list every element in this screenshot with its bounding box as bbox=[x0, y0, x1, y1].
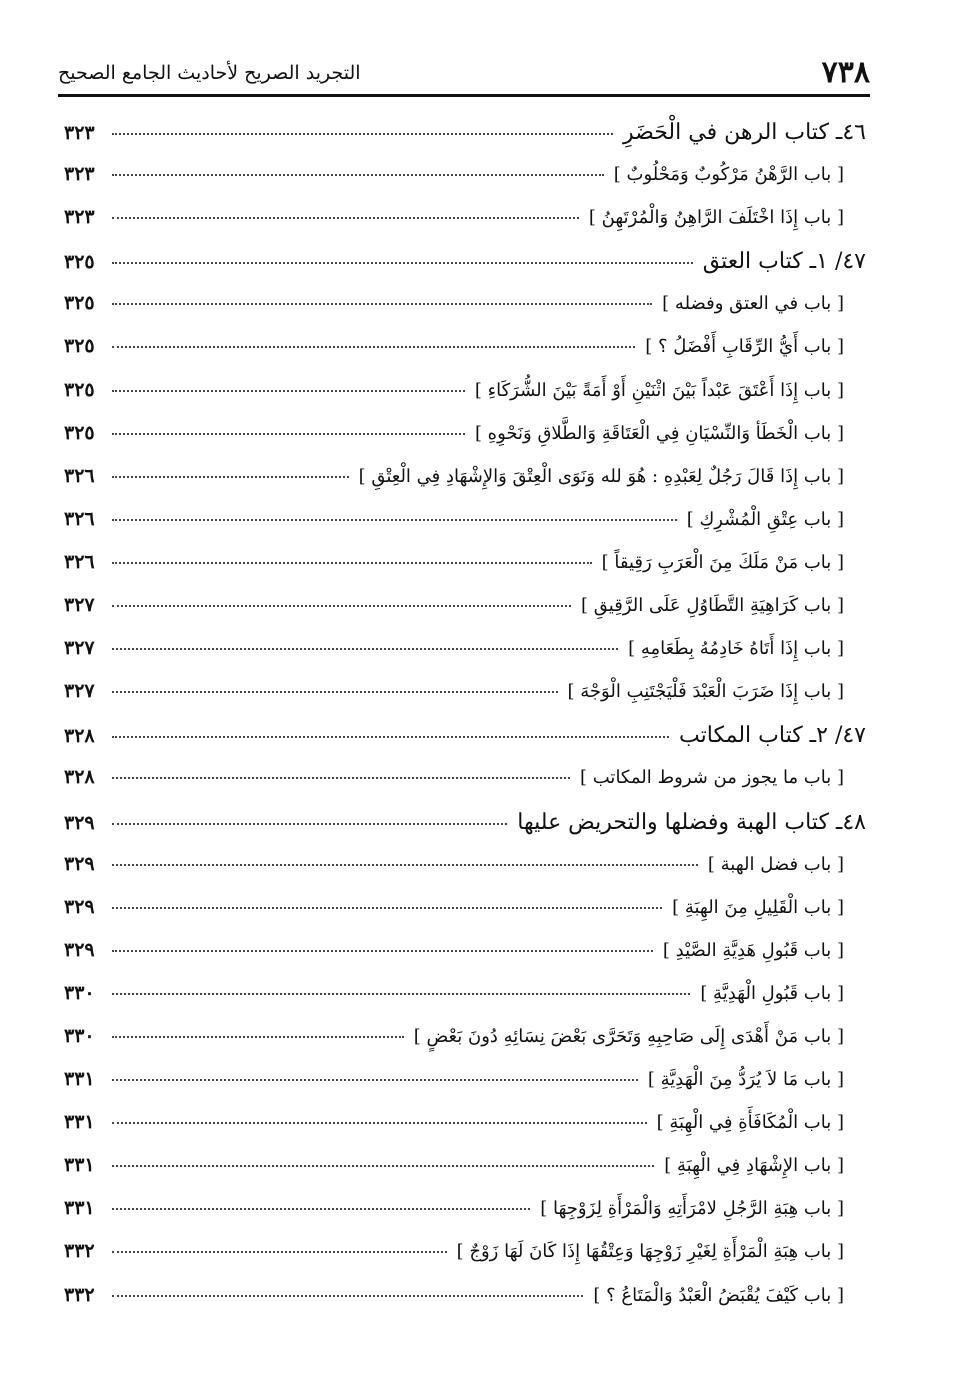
chapter-title: [ باب مَا لاَ يُرَدُّ مِنَ الْهَدِيَّةِ ] bbox=[647, 1069, 844, 1091]
page-reference: ٣٣٢ bbox=[64, 1240, 95, 1263]
page-reference: ٣٢٣ bbox=[64, 122, 95, 144]
page-reference: ٣٢٧ bbox=[64, 680, 95, 703]
chapter-title: [ باب الرَّهْنُ مَرْكُوبٌ وَمَحْلُوبٌ ] bbox=[613, 164, 844, 186]
page-reference: ٣٢٥ bbox=[64, 292, 95, 315]
chapter-title: [ باب عِتْقِ الْمُشْرِكِ ] bbox=[686, 508, 844, 530]
toc-book-entry bbox=[64, 810, 866, 853]
page-reference: ٣٣٠ bbox=[64, 1024, 95, 1047]
toc-chapter-entry bbox=[64, 335, 866, 378]
page-reference: ٣٢٦ bbox=[64, 550, 95, 573]
toc-chapter-entry bbox=[64, 422, 866, 465]
chapter-title: [ باب قَبُولِ الْهَدِيَّةِ ] bbox=[700, 982, 844, 1004]
page-reference: ٣٢٣ bbox=[64, 206, 95, 229]
toc-book-entry bbox=[64, 120, 866, 163]
page-reference: ٣٢٩ bbox=[64, 938, 95, 961]
toc-chapter-entry bbox=[64, 292, 866, 335]
toc-chapter-entry bbox=[64, 1025, 866, 1068]
toc-chapter-entry bbox=[64, 982, 866, 1025]
toc-chapter-entry bbox=[64, 766, 866, 809]
chapter-title: [ باب ما يجوز من شروط المكاتب ] bbox=[580, 767, 844, 789]
book-title: ٤٧/ ٢ـ كتاب المكاتب bbox=[679, 723, 866, 749]
table-of-contents bbox=[64, 120, 866, 1327]
page-reference: ٣٢٥ bbox=[64, 251, 95, 274]
page-number: ٧٣٨ bbox=[821, 55, 870, 90]
toc-book-entry bbox=[64, 723, 866, 766]
book-title: ٤٨ـ كتاب الهبة وفضلها والتحريض عليها bbox=[517, 809, 866, 835]
chapter-title: [ باب إِذَا قَالَ رَجُلٌ لِعَبْدِهِ : هُوَ لله وَنَوَى الْعِتْقَ وَالإِشْهَادِ فِي الْعِتْقِ ] bbox=[358, 465, 844, 487]
book-title: ٤٦ـ كتاب الرهن في الْحَضَرِ bbox=[623, 120, 866, 145]
chapter-title: [ باب قَبُولِ هَدِيَّةِ الصَّيْدِ ] bbox=[662, 939, 844, 961]
chapter-title: [ باب إِذَا ضَرَبَ الْعَبْدَ فَلْيَجْتَنِبِ الْوَجْهَ ] bbox=[567, 681, 844, 703]
toc-chapter-entry bbox=[64, 1154, 866, 1197]
dot-leader bbox=[112, 433, 465, 435]
dot-leader bbox=[112, 736, 669, 738]
chapter-title: [ باب إِذَا اخْتَلَفَ الرَّاهِنُ وَالْمُرْتَهِنُ ] bbox=[588, 207, 844, 229]
dot-leader bbox=[112, 691, 558, 693]
chapter-title: [ باب الإِشْهَادِ فِي الْهِبَةِ ] bbox=[664, 1155, 844, 1177]
toc-chapter-entry bbox=[64, 1240, 866, 1283]
page-reference: ٣٢٨ bbox=[64, 766, 95, 789]
page-reference: ٣٢٣ bbox=[64, 163, 95, 186]
dot-leader bbox=[112, 390, 465, 392]
toc-book-entry bbox=[64, 249, 866, 292]
page-reference: ٣٢٦ bbox=[64, 507, 95, 530]
chapter-title: [ باب مَنْ أَهْدَى إِلَى صَاحِبِهِ وَتَحَرَّى بَعْضَ نِسَائِهِ دُونَ بَعْضٍ ] bbox=[413, 1025, 844, 1047]
page-reference: ٣٣١ bbox=[64, 1197, 95, 1220]
chapter-title: [ باب الْخَطَأ وَالنِّسْيَانِ فِي الْعَتَاقَةِ وَالطَّلاقِ وَنَحْوِهِ ] bbox=[474, 422, 844, 444]
dot-leader bbox=[112, 1251, 447, 1253]
toc-chapter-entry bbox=[64, 939, 866, 982]
dot-leader bbox=[112, 993, 690, 995]
dot-leader bbox=[112, 1295, 583, 1297]
page-reference: ٣٢٧ bbox=[64, 594, 95, 617]
toc-chapter-entry bbox=[64, 1068, 866, 1111]
header-rule bbox=[58, 94, 870, 97]
toc-chapter-entry bbox=[64, 465, 866, 508]
running-title: التجريد الصريح لأحاديث الجامع الصحيح bbox=[58, 62, 361, 84]
page-reference: ٣٢٥ bbox=[64, 421, 95, 444]
page-reference: ٣٢٧ bbox=[64, 637, 95, 660]
dot-leader bbox=[112, 217, 579, 219]
dot-leader bbox=[112, 1079, 638, 1081]
dot-leader bbox=[112, 562, 592, 564]
chapter-title: [ باب مَنْ مَلَكَ مِنَ الْعَرَبِ رَقِيقاً ] bbox=[601, 551, 844, 573]
book-title: ٤٧/ ١ـ كتاب العتق bbox=[702, 249, 866, 275]
page-reference: ٣٢٦ bbox=[64, 464, 95, 487]
page-reference: ٣٢٨ bbox=[64, 725, 95, 748]
chapter-title: [ باب أَيُّ الرِّقَابِ أَفْضَلُ ؟ ] bbox=[645, 336, 844, 358]
page-reference: ٣٣٢ bbox=[64, 1283, 95, 1306]
dot-leader bbox=[112, 133, 613, 135]
page-reference: ٣٢٩ bbox=[64, 811, 95, 834]
page-reference: ٣٢٥ bbox=[64, 378, 95, 401]
dot-leader bbox=[112, 648, 618, 650]
toc-chapter-entry bbox=[64, 896, 866, 939]
dot-leader bbox=[112, 1208, 530, 1210]
dot-leader bbox=[112, 1122, 647, 1124]
chapter-title: [ باب الْمُكَافَأَةِ فِي الْهِبَةِ ] bbox=[656, 1112, 844, 1134]
toc-chapter-entry bbox=[64, 1197, 866, 1240]
chapter-title: [ باب هِبَةِ الرَّجُلِ لامْرَأَتِهِ وَالْمَرْأَةِ لِزَوْجِهَا ] bbox=[540, 1198, 844, 1220]
page-reference: ٣٢٥ bbox=[64, 335, 95, 358]
dot-leader bbox=[112, 1036, 404, 1038]
toc-chapter-entry bbox=[64, 594, 866, 637]
chapter-title: [ باب في العتق وفضله ] bbox=[662, 293, 844, 315]
dot-leader bbox=[112, 346, 635, 348]
dot-leader bbox=[112, 476, 349, 478]
page-reference: ٣٣١ bbox=[64, 1068, 95, 1091]
chapter-title: [ باب فضل الهبة ] bbox=[707, 853, 844, 875]
page-reference: ٣٢٩ bbox=[64, 852, 95, 875]
toc-chapter-entry bbox=[64, 163, 866, 206]
toc-chapter-entry bbox=[64, 1284, 866, 1327]
dot-leader bbox=[112, 303, 652, 305]
dot-leader bbox=[112, 950, 653, 952]
dot-leader bbox=[112, 262, 693, 264]
dot-leader bbox=[112, 605, 571, 607]
dot-leader bbox=[112, 907, 662, 909]
page-header bbox=[58, 55, 870, 95]
dot-leader bbox=[112, 1165, 654, 1167]
toc-chapter-entry bbox=[64, 379, 866, 422]
toc-chapter-entry bbox=[64, 853, 866, 896]
chapter-title: [ باب إِذَا أَعْتَقَ عَبْداً بَيْنَ اثْنَيْنِ أَوْ أَمَةً بَيْنَ الشُّرَكَاءِ ] bbox=[474, 379, 844, 401]
toc-chapter-entry bbox=[64, 680, 866, 723]
chapter-title: [ باب كَيْفَ يُقْبَضُ الْعَبْدُ وَالْمَتَاعُ ؟ ] bbox=[593, 1284, 844, 1306]
chapter-title: [ باب كَرَاهِيَةِ التَّطَاوُلِ عَلَى الرَّقِيقِ ] bbox=[581, 595, 844, 617]
page-reference: ٣٢٩ bbox=[64, 895, 95, 918]
toc-chapter-entry bbox=[64, 206, 866, 249]
toc-chapter-entry bbox=[64, 551, 866, 594]
dot-leader bbox=[112, 823, 507, 825]
dot-leader bbox=[112, 174, 604, 176]
dot-leader bbox=[112, 519, 677, 521]
chapter-title: [ باب إِذَا أَتَاهُ خَادِمُهُ بِطَعَامِهِ ] bbox=[628, 638, 844, 660]
page-reference: ٣٣١ bbox=[64, 1154, 95, 1177]
chapter-title: [ باب هِبَةِ الْمَرْأَةِ لِغَيْرِ زَوْجِهَا وَعِتْقُهَا إِذَا كَانَ لَهَا زَوْجٌ ] bbox=[456, 1241, 844, 1263]
chapter-title: [ باب الْقَلِيلِ مِنَ الهِبَةِ ] bbox=[672, 896, 844, 918]
page-reference: ٣٣١ bbox=[64, 1111, 95, 1134]
toc-chapter-entry bbox=[64, 508, 866, 551]
dot-leader bbox=[112, 777, 570, 779]
toc-chapter-entry bbox=[64, 637, 866, 680]
toc-chapter-entry bbox=[64, 1111, 866, 1154]
dot-leader bbox=[112, 864, 698, 866]
page-reference: ٣٣٠ bbox=[64, 981, 95, 1004]
